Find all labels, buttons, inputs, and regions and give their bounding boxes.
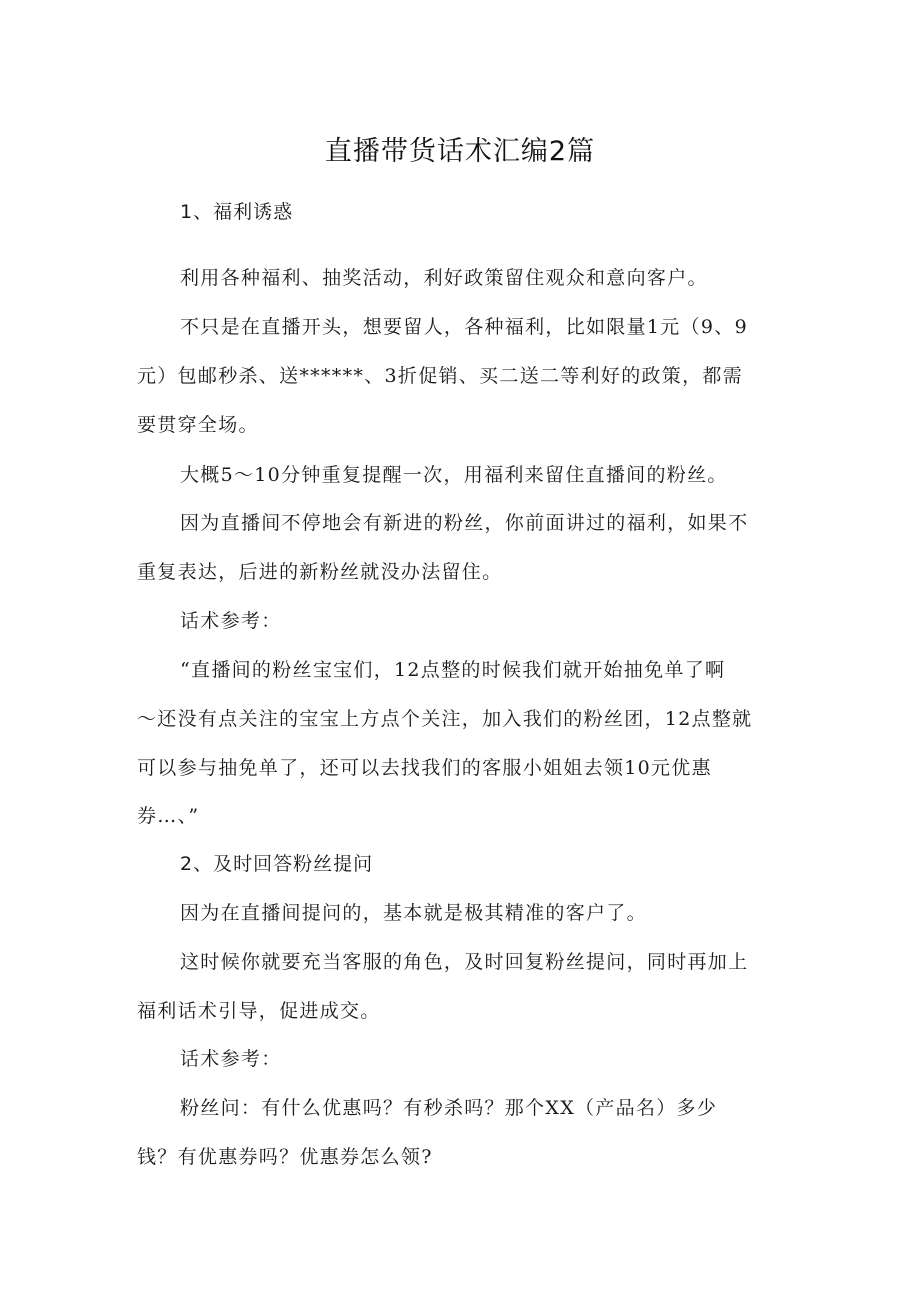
paragraph-line: 钱？有优惠券吗？优惠券怎么领? xyxy=(137,1146,433,1168)
script-reference-label: 话术参考： xyxy=(180,1048,282,1070)
paragraph-line: 要贯穿全场。 xyxy=(137,414,259,436)
paragraph-line: 大概5～10分钟重复提醒一次，用福利来留住直播间的粉丝。 xyxy=(180,464,728,486)
paragraph-line: 福利话术引导，促进成交。 xyxy=(137,1000,381,1022)
paragraph-line: 不只是在直播开头，想要留人，各种福利，比如限量1元（9、9 xyxy=(180,316,748,338)
paragraph-line: 这时候你就要充当客服的角色，及时回复粉丝提问，同时再加上 xyxy=(180,951,749,973)
quote-line: ～还没有点关注的宝宝上方点个关注，加入我们的粉丝团，12点整就 xyxy=(137,708,753,730)
paragraph-line: 利用各种福利、抽奖活动，利好政策留住观众和意向客户。 xyxy=(180,267,708,289)
paragraph-line: 因为在直播间提问的，基本就是极其精准的客户了。 xyxy=(180,902,647,924)
paragraph-line: 元）包邮秒杀、送******、3折促销、买二送二等利好的政策，都需 xyxy=(137,365,743,387)
quote-line: 可以参与抽免单了，还可以去找我们的客服小姐姐去领10元优惠 xyxy=(137,757,712,779)
paragraph-line: 粉丝问：有什么优惠吗？有秒杀吗？那个XX（产品名）多少 xyxy=(180,1097,718,1119)
document-title: 直播带货话术汇编2篇 xyxy=(324,136,596,167)
paragraph-line: 因为直播间不停地会有新进的粉丝，你前面讲过的福利，如果不 xyxy=(180,512,749,534)
script-reference-label: 话术参考： xyxy=(180,610,282,632)
paragraph-line: 重复表达，后进的新粉丝就没办法留住。 xyxy=(137,561,503,583)
section-heading-2: 2、及时回答粉丝提问 xyxy=(180,853,374,875)
section-heading-1: 1、福利诱惑 xyxy=(180,201,294,223)
quote-line: 券…、” xyxy=(137,805,200,827)
quote-line: “直播间的粉丝宝宝们，12点整的时候我们就开始抽免单了啊 xyxy=(180,659,726,681)
